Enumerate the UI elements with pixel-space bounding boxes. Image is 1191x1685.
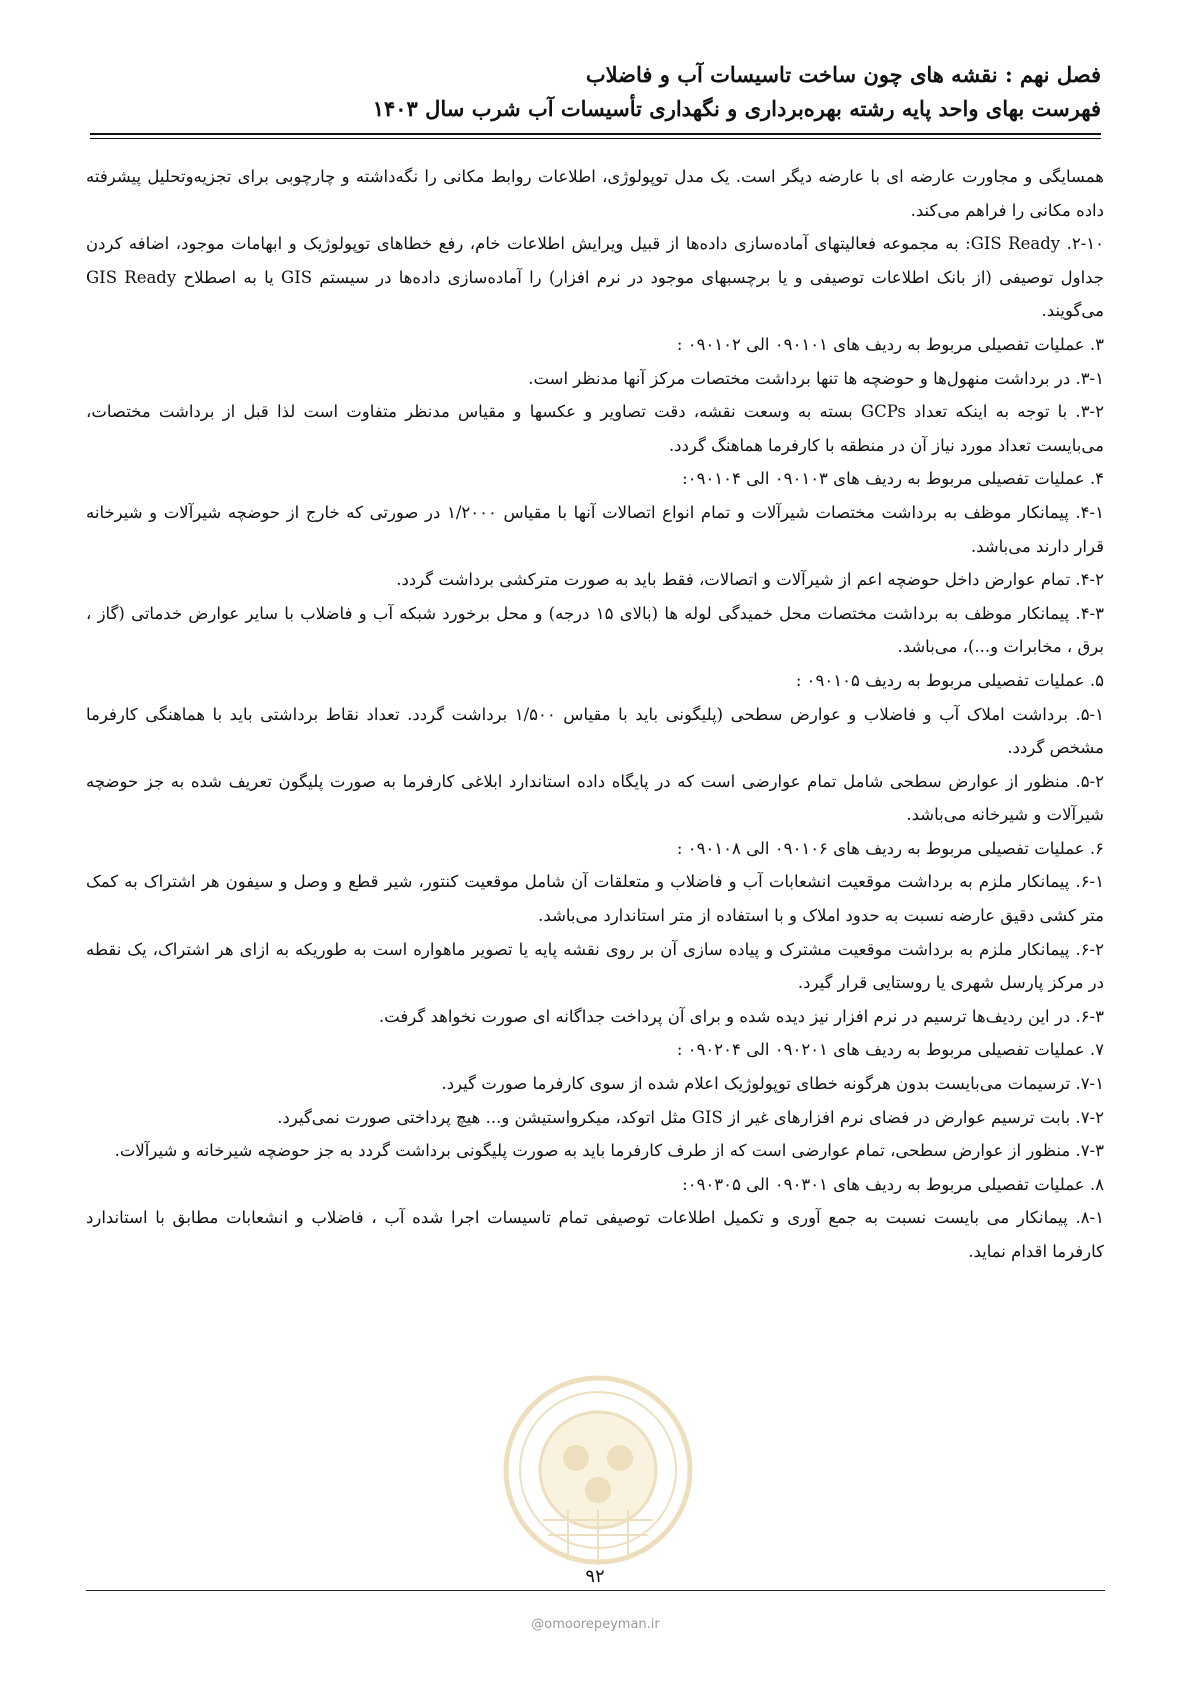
seal-logo-icon [498, 1370, 698, 1580]
section-heading: ۶. عملیات تفصیلی مربوط به ردیف های ۰۹۰۱۰۶ الی ۰۹۰۱۰۸ : [676, 838, 1104, 858]
paragraph: ۴-۳. پیمانکار موظف به برداشت مختصات محل خمیدگی لوله ها (بالای ۱۵ درجه) و محل برخورد شبکه آب و فاضلاب با سایر عوارض خدماتی (گاز ، برق ، مخابرات و...)، می‌باشد. [86, 603, 1104, 657]
paragraph: ۴-۱. پیمانکار موظف به برداشت مختصات شیرآلات و تمام انواع اتصالات آنها با مقیاس ۱/۲۰۰۰ در صورتی که خارج از حوضچه شیرآلات و شیرخانه قرار دارند می‌باشد. [86, 502, 1104, 556]
paragraph: ۲-۱۰. GIS Ready: به مجموعه فعالیتهای آماده‌سازی داده‌ها از قبیل ویرایش اطلاعات خام، رفع خطاهای توپولوژیک و ابهامات موجود، اضافه کردن جداول توصیفی (از بانک اطلاعات توصیفی و یا برچسبهای موجود در نرم افزار) را آماده‌سازی داده‌ها در سیستم GIS یا به اصطلاح GIS Ready می‌گویند. [86, 234, 1105, 321]
paragraph: ۶-۳. در این ردیف‌ها ترسیم در نرم افزار نیز دیده شده و برای آن پرداخت جداگانه ای صورت نخواهد گرفت. [378, 1006, 1104, 1026]
footer-rule [86, 1590, 1105, 1591]
document-body [86, 160, 1104, 1269]
paragraph: ۳-۲. با توجه به اینکه تعداد GCPs بسته به وسعت نقشه، دقت تصاویر و عکسها و مقیاس مدنظر متفاوت است لذا قبل از برداشت مختصات، می‌بایست تعداد مورد نیاز آن در منطقه با کارفرما هماهنگ گردد. [86, 402, 1104, 455]
page-number: ۹۲ [585, 1566, 605, 1587]
paragraph: ۴-۲. تمام عوارض داخل حوضچه اعم از شیرآلات و اتصالات، فقط باید به صورت مترکشی برداشت گردد. [396, 570, 1104, 590]
footer-website: @omoorepeyman.ir [531, 1617, 660, 1632]
chapter-title: فصل نهم : نقشه های چون ساخت تاسیسات آب و فاضلاب [585, 62, 1101, 87]
header-rule-thick [90, 133, 1101, 135]
section-heading: ۸. عملیات تفصیلی مربوط به ردیف های ۰۹۰۳۰۱ الی ۰۹۰۳۰۵: [682, 1174, 1104, 1194]
paragraph: همسایگی و مجاورت عارضه ای با عارضه دیگر است. یک مدل توپولوژی، اطلاعات روابط مکانی را نگه‌داشته و چارچوبی برای تجزیه‌وتحلیل پیشرفته داده مکانی را فراهم می‌کند. [86, 167, 1104, 220]
paragraph: ۷-۱. ترسیمات می‌بایست بدون هرگونه خطای توپولوژیک اعلام شده از سوی کارفرما صورت گیرد. [441, 1074, 1104, 1094]
header-rule-thin [90, 138, 1101, 139]
paragraph: ۸-۱. پیمانکار می بایست نسبت به جمع آوری و تکمیل اطلاعات توصیفی تمام تاسیسات اجرا شده آب ، فاضلاب و انشعابات مطابق با استاندارد کارفرما اقدام نماید. [86, 1208, 1104, 1261]
paragraph: ۳-۱. در برداشت منهول‌ها و حوضچه ها تنها برداشت مختصات مرکز آنها مدنظر است. [528, 368, 1104, 388]
paragraph: ۵-۱. برداشت املاک آب و فاضلاب و عوارض سطحی (پلیگونی باید با مقیاس ۱/۵۰۰ برداشت گردد. تعداد نقاط برداشتی باید با هماهنگی کارفرما مشخص گردد. [86, 704, 1104, 758]
section-heading: ۳. عملیات تفصیلی مربوط به ردیف های ۰۹۰۱۰۱ الی ۰۹۰۱۰۲ : [676, 334, 1104, 354]
paragraph: ۷-۳. منظور از عوارض سطحی، تمام عوارضی است که از طرف کارفرما باید به صورت پلیگونی برداشت گردد به جز حوضچه شیرخانه و شیرآلات. [114, 1141, 1104, 1161]
paragraph: ۶-۱. پیمانکار ملزم به برداشت موقعیت انشعابات آب و فاضلاب و متعلقات آن شامل موقعیت کنتور، شیر قطع و وصل و سیفون هر اشتراک به کمک متر کشی دقیق عارضه نسبت به حدود املاک و با استفاده از متر استاندارد می‌باشد. [86, 872, 1104, 926]
book-title: فهرست بهای واحد پایه رشته بهره‌برداری و نگهداری تأسیسات آب شرب سال ۱۴۰۳ [372, 96, 1101, 121]
paragraph: ۶-۲. پیمانکار ملزم به برداشت موقعیت مشترک و پیاده سازی آن بر روی نقشه پایه یا تصویر ماهواره است به طوریکه به ازای هر اشتراک، یک نقطه در مرکز پارسل شهری یا روستایی قرار گیرد. [86, 939, 1104, 993]
paragraph: ۵-۲. منظور از عوارض سطحی شامل تمام عوارضی است که در پایگاه داده استاندارد ابلاغی کارفرما به صورت پلیگون تعریف شده به جز حوضچه شیرآلات و شیرخانه می‌باشد. [86, 771, 1104, 825]
section-heading: ۵. عملیات تفصیلی مربوط به ردیف ۰۹۰۱۰۵ : [795, 670, 1104, 690]
paragraph: ۷-۲. بابت ترسیم عوارض در فضای نرم افزارهای غیر از GIS مثل اتوکد، میکرواستیشن و... هیچ پرداختی صورت نمی‌گیرد. [277, 1107, 1104, 1127]
section-heading: ۷. عملیات تفصیلی مربوط به ردیف های ۰۹۰۲۰۱ الی ۰۹۰۲۰۴ : [676, 1040, 1104, 1060]
page-header [90, 58, 1101, 126]
section-heading: ۴. عملیات تفصیلی مربوط به ردیف های ۰۹۰۱۰۳ الی ۰۹۰۱۰۴: [682, 469, 1104, 489]
